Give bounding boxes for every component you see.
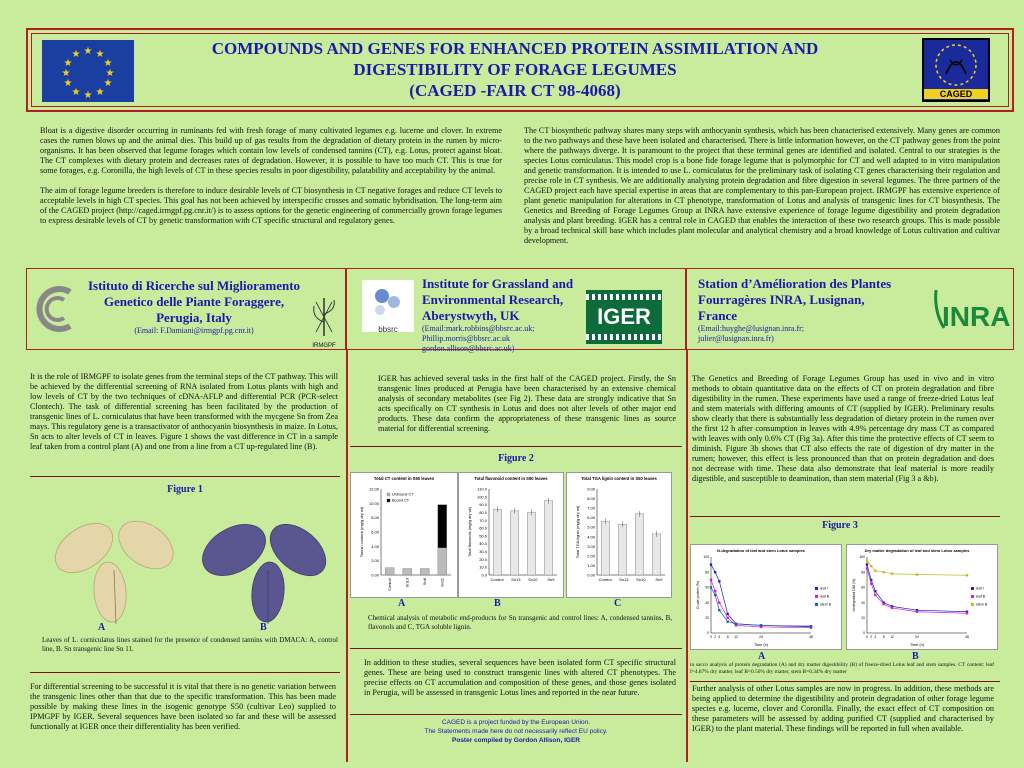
- y-tick-label: 1.00: [587, 562, 595, 568]
- y-tick-label: 2.00: [587, 553, 595, 559]
- y-tick-label: 20: [861, 616, 865, 620]
- credit-line-1: CAGED is a project funded by the European Union.: [441, 719, 591, 726]
- data-point: [726, 620, 728, 622]
- chart-lignin-content: [566, 472, 672, 598]
- data-point: [916, 573, 918, 575]
- bar: [420, 569, 429, 575]
- y-tick-label: 80: [861, 570, 865, 575]
- x-tick-label: Control: [490, 577, 504, 582]
- y-axis-label: Undegraded DM (%): [852, 578, 856, 612]
- control-leaf-image: [46, 511, 182, 624]
- legend-swatch: [815, 595, 818, 598]
- y-tick-label: 100: [859, 555, 865, 560]
- y-tick-label: 80: [705, 570, 709, 575]
- y-tick-label: 30.0: [479, 549, 487, 555]
- data-point: [916, 611, 918, 613]
- figure-3-caption: in sacco analysis of protein degradation (A) and dry matter digestibility (B) of freeze-dried Lotus leaf and stem samples. CT content: leaf I=4.87% dry matter, leaf B=0.56% dry matter, stem B=0.34% dry matter: [690, 662, 994, 675]
- y-tick-label: 60: [861, 585, 865, 590]
- eu-flag-logo: [42, 40, 134, 102]
- data-point: [882, 571, 884, 573]
- y-tick-label: 0: [707, 631, 709, 636]
- bbsrc-logo-text: bbsrc: [378, 325, 398, 334]
- chart-lignin-svg: [567, 473, 671, 597]
- france-email-1: (Email:huyghe@lusignan.inra.fr;: [698, 324, 805, 333]
- figure-3-a: A: [758, 651, 766, 662]
- data-point: [866, 560, 868, 562]
- intro-left: [40, 126, 502, 226]
- y-tick-label: 20.0: [479, 556, 487, 562]
- x-tick-label: 2: [870, 635, 873, 639]
- iger-stripes-top: [586, 294, 662, 300]
- y-tick-label: 110.0: [477, 486, 487, 492]
- x-tick-label: Sn11: [439, 578, 445, 588]
- bar: [438, 505, 447, 548]
- intro-right: [524, 126, 1000, 246]
- italy-rule-2: [30, 672, 340, 673]
- figure-1-label: Figure 1: [167, 484, 203, 495]
- y-tick-label: 10.00: [368, 500, 379, 506]
- x-tick-label: 0: [866, 635, 868, 639]
- transgenic-leaf-image: [194, 514, 336, 624]
- data-point: [718, 580, 720, 582]
- bar: [403, 569, 412, 575]
- y-axis-label: Total TGA lignin (mg/g dry wt): [575, 505, 580, 559]
- chart-title: Total flavonoid content in S50 leaves: [474, 476, 548, 481]
- x-tick-label: 4: [718, 635, 721, 639]
- series-line: [867, 561, 967, 575]
- data-point: [718, 609, 720, 611]
- series-line: [711, 580, 811, 628]
- france-email-2: julier@lusignan.inra.fr): [698, 334, 774, 343]
- x-tick-label: 8: [882, 635, 885, 639]
- svg-text:★: ★: [63, 58, 73, 69]
- data-point: [882, 603, 884, 605]
- x-axis-label: Time (h): [754, 643, 768, 647]
- x-tick-label: Sn13: [619, 577, 629, 582]
- data-point: [874, 569, 876, 571]
- caged-logo-text: CAGED: [924, 89, 988, 99]
- y-tick-label: 2.00: [371, 558, 379, 564]
- legend-label: stem B: [976, 602, 988, 607]
- x-tick-label: Sn9: [655, 577, 663, 582]
- uk-institute-name: [422, 276, 592, 354]
- legend-label: Bound CT: [392, 498, 410, 503]
- data-point: [870, 582, 872, 584]
- svg-text:★: ★: [105, 68, 115, 79]
- france-name-line-1: Station d’Amélioration des Plantes: [698, 276, 892, 291]
- data-point: [714, 590, 716, 592]
- title-line-2: DIGESTIBILITY OF FORAGE LEGUMES: [353, 60, 677, 79]
- data-point: [966, 574, 968, 576]
- uk-email-2: Phillip.morris@bbsrc.ac.uk: [422, 334, 511, 343]
- chart-dm-degradation-svg: [847, 545, 997, 649]
- bar: [385, 568, 394, 575]
- italy-body-2: For differential screening to be successful it is vital that there is no genetic variation between the transgenic lines other than that due to the specific transformation. This has been made possible by making these lines in the isogenic genotype S50 (cultivar Leo) supplied to IPMGPF by IGER. Several sequences have been isolated so far and these will be assessed functionally at IGER once their differentiality has been verified.: [30, 682, 336, 731]
- x-tick-label: 24: [915, 635, 919, 639]
- chart-n-degradation-svg: [691, 545, 841, 649]
- bar: [635, 514, 644, 575]
- chart-title: Dry matter degradation of leaf and stem Lotus samples: [864, 548, 970, 553]
- y-tick-label: 8.00: [587, 496, 595, 502]
- uk-rule-3: [350, 714, 682, 715]
- y-tick-label: 0: [863, 631, 865, 636]
- data-point: [966, 612, 968, 614]
- data-point: [714, 571, 716, 573]
- data-point: [866, 567, 868, 569]
- x-tick-label: 24: [759, 635, 763, 639]
- y-tick-label: 20: [705, 616, 709, 620]
- bbsrc-emblem-icon: [362, 280, 414, 320]
- iger-logo-text: IGER: [597, 304, 651, 329]
- figure-2-b: B: [494, 598, 501, 609]
- x-tick-label: Sn9: [547, 577, 555, 582]
- france-institute-name: [698, 276, 892, 344]
- figure-3-label: Figure 3: [822, 520, 858, 531]
- y-tick-label: 100.0: [476, 494, 487, 500]
- data-point: [874, 594, 876, 596]
- data-point: [710, 563, 712, 565]
- france-name-line-2: Fourragères INRA, Lusignan,: [698, 292, 865, 307]
- credit-line-2: The Statements made here do not necessarily reflect EU policy.: [424, 728, 608, 735]
- italy-body: It is the role of IRMGPF to isolate genes from the terminal steps of the CT pathway. This will be achieved by the differential screening of RNA isolated from Lotus plants with high and low levels of CT by the two techniques of cDNA-AFLP and differential PCR (PCR-select Clontech). The task of differential screening has been facilitated by the production of transgenic lines of L. corniculatus that have been transformed with the mycgene Sn from Zea mays. This regulatory gene is a transactivator of anthocyanin biosynthesis in maize. In Lotus, Sn acts to alter levels of CT in leaves. Figure 1 shows the vast difference in CT in a sample leaf taken from a control plant (A) and one from a line from a CT up-regulated line (B).: [30, 372, 338, 451]
- italy-rule-1: [30, 476, 340, 477]
- caged-emblem-icon: [924, 40, 988, 88]
- y-tick-label: 7.00: [587, 505, 595, 511]
- y-tick-label: 6.00: [371, 529, 379, 535]
- svg-text:★: ★: [83, 90, 93, 101]
- uk-name-line-2: Environmental Research,: [422, 292, 564, 307]
- uk-body: IGER has achieved several tasks in the first half of the CAGED project. Firstly, the Sn transgenic lines produced at Perugia have been characterised by an extensive chemical analysis of secondary metabolites (see Fig 2). These data are strongly indicative that Sn acts specifically on CT synthesis in Lotus and does not alter levels of other major end products. These data confirm the appropriateness of these transgenic lines as source material for differential screening.: [378, 374, 676, 433]
- svg-text:★: ★: [63, 78, 73, 89]
- title-line-1: COMPOUNDS AND GENES FOR ENHANCED PROTEIN ASSIMILATION AND: [211, 39, 819, 58]
- y-axis-label: Total flavonols (mg/g dry wt): [467, 507, 472, 557]
- x-tick-label: Sn10: [636, 577, 646, 582]
- bar: [527, 512, 536, 575]
- x-tick-label: 12: [734, 635, 738, 639]
- y-tick-label: 0.00: [587, 572, 595, 578]
- italy-name-line-1: Istituto di Ricerche sul Miglioramento: [87, 278, 301, 293]
- x-tick-label: 2: [714, 635, 717, 639]
- figure-1-image: [36, 500, 336, 624]
- svg-text:★: ★: [95, 87, 105, 98]
- x-tick-label: Control: [386, 578, 392, 591]
- chart-title: Total CT content in S50 leaves: [373, 476, 435, 481]
- irmgpf-logo: [304, 292, 344, 350]
- y-tick-label: 8.00: [371, 515, 379, 521]
- chart-dm-degradation: [846, 544, 998, 650]
- y-tick-label: 6.00: [587, 515, 595, 521]
- iger-logo: [586, 290, 662, 344]
- data-point: [710, 586, 712, 588]
- figure-2-label: Figure 2: [498, 453, 534, 464]
- x-tick-label: 12: [890, 635, 894, 639]
- y-tick-label: 0.00: [371, 572, 379, 578]
- credit-line-3: Poster compiled by Gordon Allison, IGER: [452, 737, 580, 744]
- y-tick-label: 10.0: [479, 564, 487, 570]
- italy-name-line-2: Genetico delle Piante Foraggere,: [103, 294, 285, 309]
- y-tick-label: 40.0: [479, 541, 487, 547]
- inra-logo-text: INRA: [942, 301, 1011, 332]
- uk-rule-2: [350, 648, 682, 649]
- legend-label: leaf I: [820, 586, 828, 591]
- data-point: [810, 625, 812, 627]
- uk-rule-1: [350, 446, 682, 447]
- france-body-2: Further analysis of other Lotus samples are now in progress. In addition, these methods are being applied to determine the digestibility and protein degradation of other forage legume species e.g. lucerne, clover and Coronilla. Finally, the exact effect of CT composition on these parameters will be assessed by adding purified CT (supplied and characterised by IGER) to the plant material. These findings will be reported in full when available.: [692, 684, 994, 733]
- legend-swatch: [387, 499, 390, 502]
- chart-ct-svg: [351, 473, 457, 597]
- bar: [438, 548, 447, 575]
- intro-right-paragraph-1: The CT biosynthetic pathway shares many steps with anthocyanin synthesis, which has been characterised extensively. Many genes are common to the two pathways and these have been isolated and characterised. There is little information however, on the CT pathway genes from the point where the pathways diverge. It is paramount to the project that these terminal genes are identified and isolated. Central to our strategies is the species Lotus corniculatus. This model crop is a bone fide forage legume that is polymorphic for CT and well adapted to in vitro manipulation and genetic transformation. It is intended to use L. corniculatus for the preliminary task of isolating CT genes characterising their regulation and precise role in CT synthesis. We are additionally analysing protein degradation and fibre digestion in several legumes. The three partners of the CAGED project each have special expertise in areas that are complementary to this pan-European project. IRMGPF has extensive experience of plant genetic manipulation for alterations in CT phenotype, transformation of Lotus and analysis of transgenic lines for CT biosynthesis. The Genetics and Breeding of Forage Legumes Group at INRA have extensive experience of forage legume digestibility and protein degradation analysis and plant breeding. IGER has a central role in CAGED that enables the interaction of these two research groups. This is made possible by a broad technical skill base which includes plant molecular and analytical chemistry and a broad knowledge of Lotus cultivation and cultivar development.: [524, 126, 1000, 245]
- uk-name-line-1: Institute for Grassland and: [422, 276, 574, 291]
- figure-1-b: B: [260, 622, 267, 633]
- legend-swatch: [815, 587, 818, 590]
- bbsrc-logo: [362, 280, 414, 332]
- x-tick-label: 8: [726, 635, 729, 639]
- legend-swatch: [815, 603, 818, 606]
- y-tick-label: 60.0: [479, 525, 487, 531]
- chart-flavonol-content: [458, 472, 564, 598]
- x-axis-label: Time (h): [910, 643, 924, 647]
- y-tick-label: 100: [703, 555, 709, 560]
- figure-2-caption: Chemical analysis of metabolic end-products for Sn transgenic and control lines: A, condensed tannins, B, flavonols and C, TGA soluble lignin.: [368, 614, 672, 631]
- data-point: [866, 563, 868, 565]
- cnr-logo: [32, 284, 76, 334]
- y-tick-label: 50.0: [479, 533, 487, 539]
- y-tick-label: 60: [705, 585, 709, 590]
- y-tick-label: 5.00: [587, 524, 595, 530]
- legend-swatch: [387, 493, 390, 496]
- svg-text:★: ★: [61, 68, 71, 79]
- data-point: [735, 623, 737, 625]
- svg-text:★: ★: [71, 87, 81, 98]
- france-name-line-3: France: [698, 308, 737, 323]
- chart-n-degradation: [690, 544, 842, 650]
- intro-left-paragraph-1: Bloat is a digestive disorder occurring in ruminants fed with fresh forage of many cultivated legumes e.g. lucerne and clover. In extreme cases the rumen blows up and the animal dies. This build up of gas results from the degradation of dietary protein in the rumen by micro-organisms. It has been observed that legume forages which contain low levels of condensed tannins (CT), e.g. Lotus, protect against bloat. The CT complexes with dietary protein and decreases rates of degradation. However, it is possible to have too much CT. This is true for some forages, e.g. Coronilla, the high levels of CT in these species results in poor digestibility, palatability and acceptability by the animal.: [40, 126, 502, 175]
- poster-credits: [350, 718, 682, 745]
- legend-label: leaf I: [976, 586, 984, 591]
- title-line-3: (CAGED -FAIR CT 98-4068): [409, 81, 621, 100]
- y-tick-label: 40: [705, 600, 709, 605]
- uk-name-line-3: Aberystwyth, UK: [422, 308, 520, 323]
- y-tick-label: 0.0: [481, 572, 487, 578]
- legend-swatch: [971, 595, 974, 598]
- y-tick-label: 4.00: [587, 534, 595, 540]
- cnr-emblem-icon: [32, 284, 76, 334]
- france-rule-2: [690, 681, 1000, 682]
- caged-logo: [922, 38, 990, 102]
- italy-name-line-3: Perugia, Italy: [156, 310, 232, 325]
- legend-label: leaf B: [820, 594, 830, 599]
- svg-text:★: ★: [103, 58, 113, 69]
- y-tick-label: 4.00: [371, 543, 379, 549]
- data-point: [870, 565, 872, 567]
- intro-left-paragraph-2: The aim of forage legume breeders is therefore to induce desirable levels of CT biosynthesis in CT negative forages and reduce CT levels to acceptable levels in high CT species. This goal has not been achieved by interspecific crosses and somatic hybridisation. The long-term aim of the CAGED project (http://caged.irmgpf.pg.cnr.it/) is to assess options for the genetic engineering of commercially grown forage legumes to express desirable levels of CT by genetic transformation with CT specific structural and regulatory genes.: [40, 186, 502, 225]
- series-line: [711, 565, 811, 627]
- x-tick-label: 48: [809, 635, 813, 639]
- italy-email: (Email: F.Damiani@irmgpf.pg.cnr.it): [134, 326, 254, 335]
- x-tick-label: Control: [598, 577, 612, 582]
- y-tick-label: 40: [861, 600, 865, 605]
- leaves-image: [36, 500, 336, 624]
- data-point: [726, 617, 728, 619]
- iger-stripes-bottom: [586, 334, 662, 340]
- x-tick-label: Sn13: [511, 577, 521, 582]
- bar: [618, 524, 627, 575]
- y-tick-label: 9.00: [587, 486, 595, 492]
- column-divider-2: [686, 350, 688, 762]
- inra-logo: [930, 286, 1011, 332]
- y-tick-label: 3.00: [587, 543, 595, 549]
- legend-label: stem B: [820, 602, 832, 607]
- y-tick-label: 80.0: [479, 509, 487, 515]
- x-tick-label: 0: [710, 635, 712, 639]
- svg-text:★: ★: [71, 49, 81, 60]
- data-point: [710, 579, 712, 581]
- data-point: [760, 624, 762, 626]
- italy-institute-name: [78, 278, 310, 336]
- eu-stars-icon: [42, 40, 134, 102]
- svg-text:★: ★: [95, 49, 105, 60]
- chart-flavonol-svg: [459, 473, 563, 597]
- uk-email-3: gordon.allison@bbsrc.ac.uk): [422, 344, 515, 353]
- legend-label: leaf B: [976, 594, 986, 599]
- figure-3-b: B: [912, 651, 919, 662]
- x-tick-label: 48: [965, 635, 969, 639]
- bar: [493, 509, 502, 575]
- legend-label: Unbound CT: [392, 492, 414, 497]
- bar: [510, 511, 519, 575]
- x-tick-label: Sn13: [404, 578, 410, 588]
- figure-2-a: A: [398, 598, 406, 609]
- data-point: [714, 594, 716, 596]
- chart-ct-content: [350, 472, 458, 598]
- bar: [601, 521, 610, 575]
- svg-text:★: ★: [103, 78, 113, 89]
- france-rule-1: [690, 516, 1000, 517]
- bar: [544, 501, 553, 575]
- y-tick-label: 12.00: [368, 486, 379, 492]
- bar: [652, 534, 661, 575]
- irmgpf-logo-text: IRMGPF: [312, 343, 336, 349]
- x-tick-label: Sn8: [421, 578, 427, 586]
- y-axis-label: Tannin content (mg/g dry wt): [359, 506, 364, 558]
- uk-body-2: In addition to these studies, several sequences have been isolated form CT specific structural genes. These are being used to construct transgenic lines with altered CT phenotypes. The precise effects on CT accumulation and composition of these genes, and those genes isolated in Perugia, will be assessed in transgenic Lotus lines and reported in the near future.: [364, 658, 676, 697]
- x-tick-label: Sn10: [528, 577, 538, 582]
- figure-2-c: C: [614, 598, 622, 609]
- chart-title: N-degradation of leaf and stem Lotus samples: [717, 548, 805, 553]
- data-point: [891, 573, 893, 575]
- france-body: The Genetics and Breeding of Forage Legumes Group has used in vivo and in vitro methods to obtain quantitative data on the effects of CT on protein degradation and fibre digestibility in the rumen. These experiments have used a range of freeze-dried Lotus leaf and stem materials with differing amounts of CT (supplied by IGER). Preliminary results show clearly that there is substantially less degradation of dietary protein in the rumen over the first 12 h after consumption in leaves with 4.9% percentage dry mass CT as compared with leaves with only 0.6% CT (Fig 3a). After this time the protective effects of CT seem to diminish. Figure 3b shows that CT also effects the rate of digestion of dry matter in the rumen; however, this effect is less pronounced than that on protein degradation and does not decrease with time. These data also demonstrate that leaf material is more readily digestible, and susceptible to deamination, than stem material (Fig 3 a &b).: [692, 374, 994, 483]
- data-point: [726, 613, 728, 615]
- chart-title: Total TGA lignin content in S50 leaves: [581, 476, 657, 481]
- y-tick-label: 90.0: [479, 502, 487, 508]
- inra-logo-icon: [930, 286, 1011, 332]
- poster-title: [150, 38, 880, 101]
- uk-email-1: (Email:mark.robbins@bbsrc.ac.uk;: [422, 324, 535, 333]
- x-tick-label: 4: [874, 635, 877, 639]
- data-point: [718, 601, 720, 603]
- irmgpf-plant-icon: [304, 292, 344, 338]
- y-tick-label: 70.0: [479, 517, 487, 523]
- data-point: [891, 607, 893, 609]
- figure-1-a: A: [98, 622, 106, 633]
- legend-swatch: [971, 587, 974, 590]
- legend-swatch: [971, 603, 974, 606]
- figure-1-caption: Leaves of L. corniculatus lines stained for the presence of condensed tannins with DMACA: A, control line, B. Sn transgenic line Sn 11.: [42, 636, 338, 653]
- y-axis-label: Crude protein (%): [696, 580, 700, 610]
- column-divider-1: [346, 350, 348, 762]
- svg-text:★: ★: [83, 46, 93, 57]
